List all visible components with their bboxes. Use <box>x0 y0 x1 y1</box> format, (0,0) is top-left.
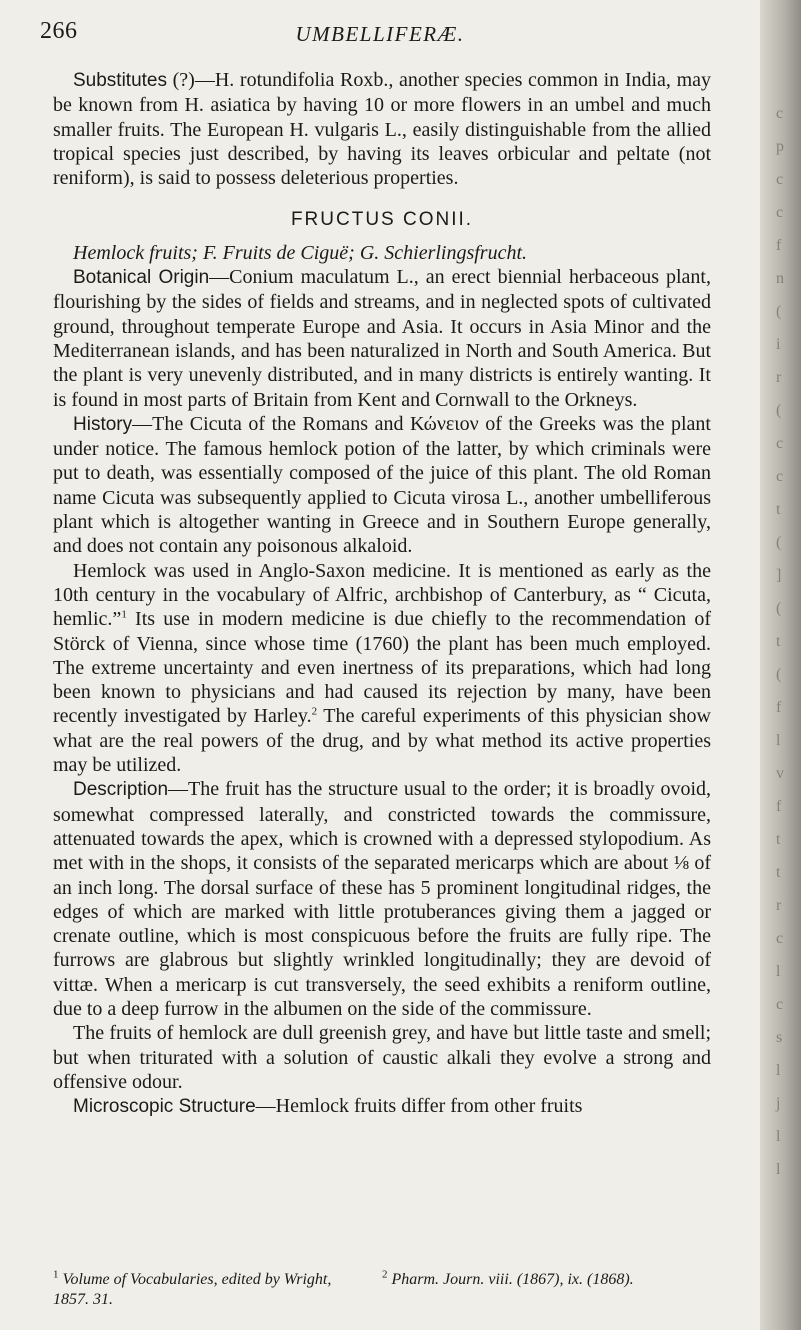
synonyms-text: Hemlock fruits; F. Fruits de Ciguë; G. Schierlingsfrucht. <box>73 241 528 264</box>
paragraph-history <box>53 412 711 559</box>
edge-glyph: ] <box>776 567 782 584</box>
footnote-2 <box>382 1270 711 1310</box>
section-title: FRUCTUS CONII. <box>290 209 474 231</box>
edge-glyph: f <box>776 798 782 815</box>
edge-glyph: f <box>776 237 782 254</box>
edge-glyph: n <box>776 270 784 287</box>
edge-glyph: t <box>776 864 781 881</box>
page-header <box>40 18 720 54</box>
edge-glyph: c <box>776 204 784 221</box>
edge-glyph: c <box>776 468 784 485</box>
edge-glyph: p <box>776 138 784 155</box>
text-hemlock-a: Hemlock was used in Anglo-Saxon medicine. It is mentioned as early as the 10th century in the vocabulary of Alfric, archbishop of Canterbury, as “ Cicuta, hemlic.” <box>53 559 711 631</box>
text-hemlock-c: The careful experiments of this physician show what are the real powers of the drug, and by what method its active properties may be utilized. <box>53 705 711 777</box>
footnote-1-number: 1 <box>53 1268 59 1281</box>
text-description: —The fruit has the structure usual to the order; it is broadly ovoid, somewhat compressed laterally, and constricted towards the commissure, attenuated towards the apex, which is crowned with a depressed stylopodium. As met with in the shops, it consists of the separated mericarps which are about ⅛ of an inch long. The dorsal surface of these has 5 prominent longitudinal ridges, the edges of which are marked with little protuberances giving them a jagged or crenate outline, which is most conspicuous before the fruits are fully ripe. The furrows are glabrous but slightly wrinkled longitudinally; they are devoid of vittæ. When a mericarp is cut transversely, the seed exhibits a reniform outline, due to a deep furrow in the albumen on the side of the commissure. <box>53 778 711 1020</box>
text-fruits: The fruits of hemlock are dull greenish grey, and have but little taste and smell; but when triturated with a solution of caustic alkali they evolve a strong and offensive odour. <box>53 1022 711 1093</box>
paragraph-hemlock-use <box>53 559 711 778</box>
edge-glyph: l <box>776 732 781 749</box>
text-hemlock-b: Its use in modern medicine is due chiefly to the recommendation of Störck of Vienna, since whose time (1760) the plant has been much employed. The extreme uncertainty and even inertness of its preparations, which had long been known to physicians and had caused its rejection by many, have been recently investigated by Harley. <box>53 608 711 728</box>
paragraph-botanical-origin <box>53 265 711 412</box>
edge-glyph: t <box>776 831 781 848</box>
edge-glyph: l <box>776 1128 781 1145</box>
footnote-ref-1: 1 <box>121 608 127 621</box>
edge-glyph: l <box>776 1161 781 1178</box>
adjacent-page-edge <box>760 0 801 1330</box>
footnote-2-text: Pharm. Journ. viii. (1867), ix. (1868). <box>387 1271 634 1288</box>
lead-history: History <box>73 413 133 435</box>
footnote-1-text: Volume of Vocabularies, edited by Wright, 1857. 31. <box>53 1271 332 1308</box>
edge-glyph: j <box>776 1095 781 1112</box>
text-history: —The Cicuta of the Romans and Κώνειον of the Greeks was the plant under notice. The famous hemlock potion of the latter, by which criminals were put to death, was essentially composed of the juice of this plant. The old Roman name Cicuta was subsequently applied to Cicuta virosa L., another umbelliferous plant which is altogether wanting in Greece and in Southern Europe generally, and does not contain any poisonous alkaloid. <box>53 412 711 558</box>
edge-glyph: ( <box>776 534 782 551</box>
edge-glyph: ( <box>776 402 782 419</box>
edge-glyph: t <box>776 633 781 650</box>
edge-glyph: ( <box>776 600 782 617</box>
edge-glyph: c <box>776 171 784 188</box>
lead-substitutes: Substitutes <box>73 70 167 91</box>
edge-glyph: v <box>776 765 784 782</box>
edge-glyph: s <box>776 1029 783 1046</box>
edge-glyph: l <box>776 1062 781 1079</box>
page-number: 266 <box>40 18 78 44</box>
edge-glyph: c <box>776 996 784 1013</box>
lead-microscopic: Microscopic Structure <box>73 1096 256 1118</box>
edge-glyph: i <box>776 336 781 353</box>
text-substitutes: (?)—H. rotundifolia Roxb., another species common in India, may be known from H. asiatica by having 10 or more flowers in an umbel and much smaller fruits. The European H. vulgaris L., easily distinguishable from the allied tropical species just described, by having its leaves orbicular and peltate (not reniform), is said to possess deleterious properties. <box>53 69 711 190</box>
edge-glyph: c <box>776 435 784 452</box>
edge-glyph: f <box>776 699 782 716</box>
synonyms-line <box>53 241 711 265</box>
body-text <box>53 68 711 1119</box>
footnote-1 <box>53 1270 369 1310</box>
text-microscopic: —Hemlock fruits differ from other fruits <box>255 1095 583 1118</box>
text-botanical-origin: —Conium maculatum L., an erect biennial herbaceous plant, flourishing by the sides of fields and streams, and in neglected spots of cultivated ground, throughout temperate Europe and Asia. It occurs in Asia Minor and the Mediterranean islands, and has been naturalized in North and South America. But the plant is very unevenly distributed, and in many districts is entirely wanting. It is found in most parts of Britain from Kent and Cornwall to the Orkneys. <box>53 266 711 411</box>
edge-glyph: r <box>776 897 782 914</box>
running-head: UMBELLIFERÆ. <box>295 22 465 46</box>
edge-glyph: l <box>776 963 781 980</box>
edge-glyph: t <box>776 501 781 518</box>
footnote-2-number: 2 <box>382 1268 388 1281</box>
edge-glyph: r <box>776 369 782 386</box>
footnote-ref-2: 2 <box>311 705 318 718</box>
paragraph-microscopic <box>53 1094 711 1119</box>
edge-glyph: c <box>776 105 784 122</box>
paragraph-fruits <box>53 1021 711 1094</box>
lead-botanical-origin: Botanical Origin <box>73 267 210 289</box>
edge-glyph: ( <box>776 666 782 683</box>
footnote-row <box>53 1270 711 1310</box>
paragraph-substitutes <box>53 68 711 190</box>
edge-glyph: ( <box>776 303 782 320</box>
edge-glyph: c <box>776 930 784 947</box>
footnotes <box>53 1270 711 1310</box>
lead-description: Description <box>73 779 169 801</box>
paragraph-description <box>53 777 711 1021</box>
